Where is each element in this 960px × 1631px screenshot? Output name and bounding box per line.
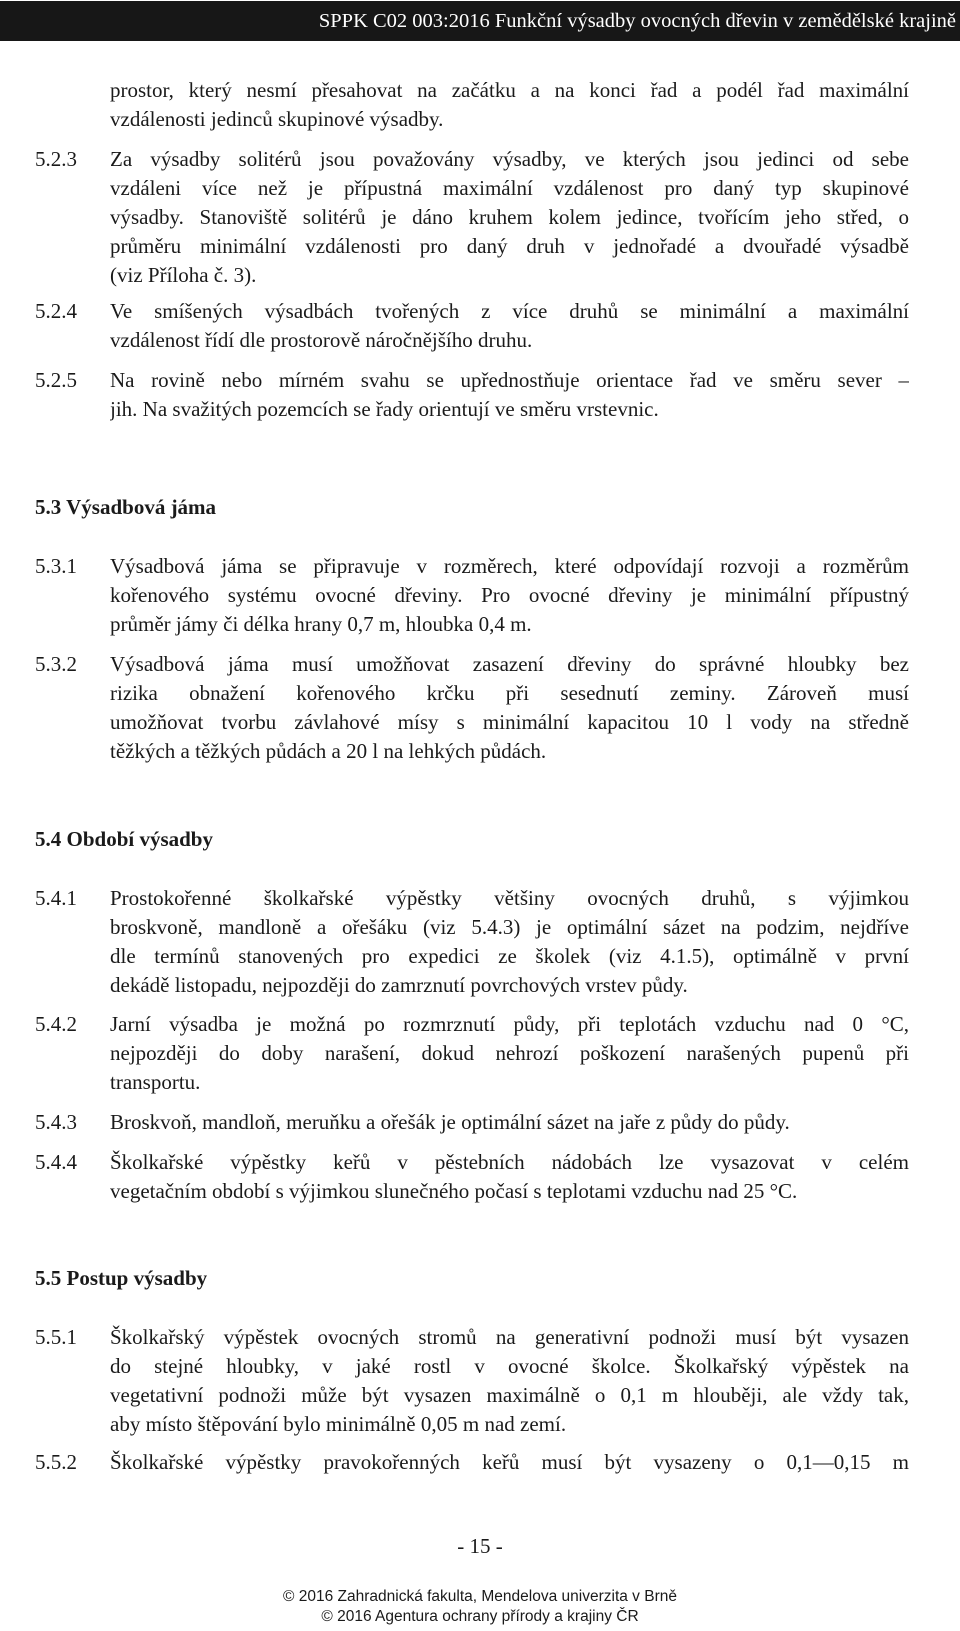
paragraph-number: 5.5.1 (35, 1325, 77, 1349)
paragraph-body (110, 1448, 909, 1477)
paragraph-line: vzdáleni více než je přípustná maximální vzdálenost pro daný typ skupinové (110, 176, 909, 200)
paragraph-5-4-2 (0, 1010, 960, 1097)
paragraph-5-5-1 (0, 1323, 960, 1439)
section-heading-5-3: 5.3 Výsadbová jáma (35, 495, 217, 519)
paragraph-5-4-4 (0, 1148, 960, 1206)
paragraph-number: 5.3.2 (35, 652, 77, 676)
paragraph-line: vzdálenost řídí dle prostorově náročnějšího druhu. (110, 328, 533, 352)
paragraph-line: Výsadbová jáma musí umožňovat zasazení dřeviny do správné hloubky bez (110, 652, 909, 676)
paragraph-line: prostor, který nesmí přesahovat na začátku a na konci řad a podél řad maximální (110, 78, 909, 102)
paragraph-number: 5.2.5 (35, 368, 77, 392)
paragraph-line: rizika obnažení kořenového krčku při sesednutí zeminy. Zároveň musí (110, 681, 909, 705)
paragraph-continuation (0, 76, 960, 134)
footer-line-agency: © 2016 Agentura ochrany přírody a krajiny ČR (321, 1608, 639, 1625)
paragraph-number: 5.4.3 (35, 1110, 77, 1134)
paragraph-line: vegetativní podnoži může být vysazen maximálně o 0,1 m hlouběji, ale vždy tak, (110, 1383, 909, 1407)
paragraph-line: jih. Na svažitých pozemcích se řady orientují ve směru vrstevnic. (110, 397, 659, 421)
paragraph-line: transportu. (110, 1070, 201, 1094)
paragraph-line: umožňovat tvorbu závlahové mísy s minimální kapacitou 10 l vody na středně (110, 710, 909, 734)
paragraph-line: (viz Příloha č. 3). (110, 263, 257, 287)
paragraph-line: vzdálenosti jedinců skupinové výsadby. (110, 107, 444, 131)
paragraph-5-2-3 (0, 145, 960, 290)
paragraph-body (110, 1010, 909, 1097)
paragraph-body (110, 884, 909, 1000)
paragraph-body (110, 297, 909, 355)
paragraph-number: 5.3.1 (35, 554, 77, 578)
paragraph-line: Broskvoň, mandloň, meruňku a ořešák je optimální sázet na jaře z půdy do půdy. (110, 1110, 790, 1134)
paragraph-number: 5.2.4 (35, 299, 77, 323)
paragraph-body (110, 1323, 909, 1439)
paragraph-line: broskvoně, mandloně a ořešáku (viz 5.4.3) je optimální sázet na podzim, nejdříve (110, 915, 909, 939)
paragraph-5-4-1 (0, 884, 960, 1000)
paragraph-line: vegetačním období s výjimkou slunečného počasí s teplotami vzduchu nad 25 °C. (110, 1179, 798, 1203)
paragraph-line: Školkařský výpěstek ovocných stromů na generativní podnoži musí být vysazen (110, 1325, 909, 1349)
paragraph-line: Školkařské výpěstky pravokořenných keřů musí být vysazeny o 0,1—0,15 m (110, 1450, 909, 1474)
paragraph-line: Výsadbová jáma se připravuje v rozměrech, které odpovídají rozvoji a rozměrům (110, 554, 909, 578)
paragraph-line: těžkých a těžkých půdách a 20 l na lehkých půdách. (110, 739, 547, 763)
paragraph-line: výsadby. Stanoviště solitérů je dáno kruhem kolem jedince, tvořícím jeho střed, o (110, 205, 909, 229)
paragraph-5-3-1 (0, 552, 960, 639)
header-title: SPPK C02 003:2016 Funkční výsadby ovocných dřevin v zemědělské krajině (318, 10, 956, 32)
document-header (0, 1, 960, 41)
paragraph-line: průměr jámy či délka hrany 0,7 m, hloubka 0,4 m. (110, 612, 532, 636)
section-heading-5-4: 5.4 Období výsadby (35, 827, 213, 851)
paragraph-line: dekádě listopadu, nejpozději do zamrznutí povrchových vrstev půdy. (110, 973, 688, 997)
paragraph-5-5-2 (0, 1448, 960, 1477)
paragraph-5-2-4 (0, 297, 960, 355)
paragraph-line: Jarní výsadba je možná po rozmrznutí půdy, při teplotách vzduchu nad 0 °C, (110, 1012, 909, 1036)
paragraph-body (110, 1108, 909, 1137)
paragraph-5-2-5 (0, 366, 960, 424)
section-heading-5-5: 5.5 Postup výsadby (35, 1266, 208, 1290)
paragraph-5-4-3 (0, 1108, 960, 1137)
paragraph-line: Prostokořenné školkařské výpěstky většiny ovocných druhů, s výjimkou (110, 886, 909, 910)
paragraph-number: 5.4.1 (35, 886, 77, 910)
paragraph-number: 5.4.2 (35, 1012, 77, 1036)
paragraph-body (110, 552, 909, 639)
paragraph-5-3-2 (0, 650, 960, 766)
paragraph-number: 5.4.4 (35, 1150, 77, 1174)
paragraph-line: Ve smíšených výsadbách tvořených z více druhů se minimální a maximální (110, 299, 909, 323)
paragraph-number: 5.2.3 (35, 147, 77, 171)
paragraph-line: kořenového systému ovocné dřeviny. Pro ovocné dřeviny je minimální přípustný (110, 583, 909, 607)
page-number: - 15 - (457, 1534, 503, 1558)
paragraph-line: nejpozději do doby narašení, dokud nehrozí poškození narašených pupenů při (110, 1041, 909, 1065)
paragraph-body (110, 76, 909, 134)
paragraph-line: dle termínů stanovených pro expedici ze školek (viz 4.1.5), optimálně v první (110, 944, 909, 968)
paragraph-body (110, 1148, 909, 1206)
paragraph-line: do stejné hloubky, v jaké rostl v ovocné školce. Školkařský výpěstek na (110, 1354, 909, 1378)
paragraph-body (110, 366, 909, 424)
paragraph-body (110, 145, 909, 290)
paragraph-body (110, 650, 909, 766)
paragraph-line: průměru minimální vzdálenosti pro daný druh v jednořadé a dvouřadé výsadbě (110, 234, 909, 258)
paragraph-line: Školkařské výpěstky keřů v pěstebních nádobách lze vysazovat v celém (110, 1150, 909, 1174)
paragraph-number: 5.5.2 (35, 1450, 77, 1474)
paragraph-line: aby místo štěpování bylo minimálně 0,05 m nad zemí. (110, 1412, 567, 1436)
footer-line-faculty: © 2016 Zahradnická fakulta, Mendelova univerzita v Brně (283, 1588, 677, 1605)
paragraph-line: Na rovině nebo mírném svahu se upřednostňuje orientace řad ve směru sever – (110, 368, 909, 392)
paragraph-line: Za výsadby solitérů jsou považovány výsadby, ve kterých jsou jedinci od sebe (110, 147, 909, 171)
